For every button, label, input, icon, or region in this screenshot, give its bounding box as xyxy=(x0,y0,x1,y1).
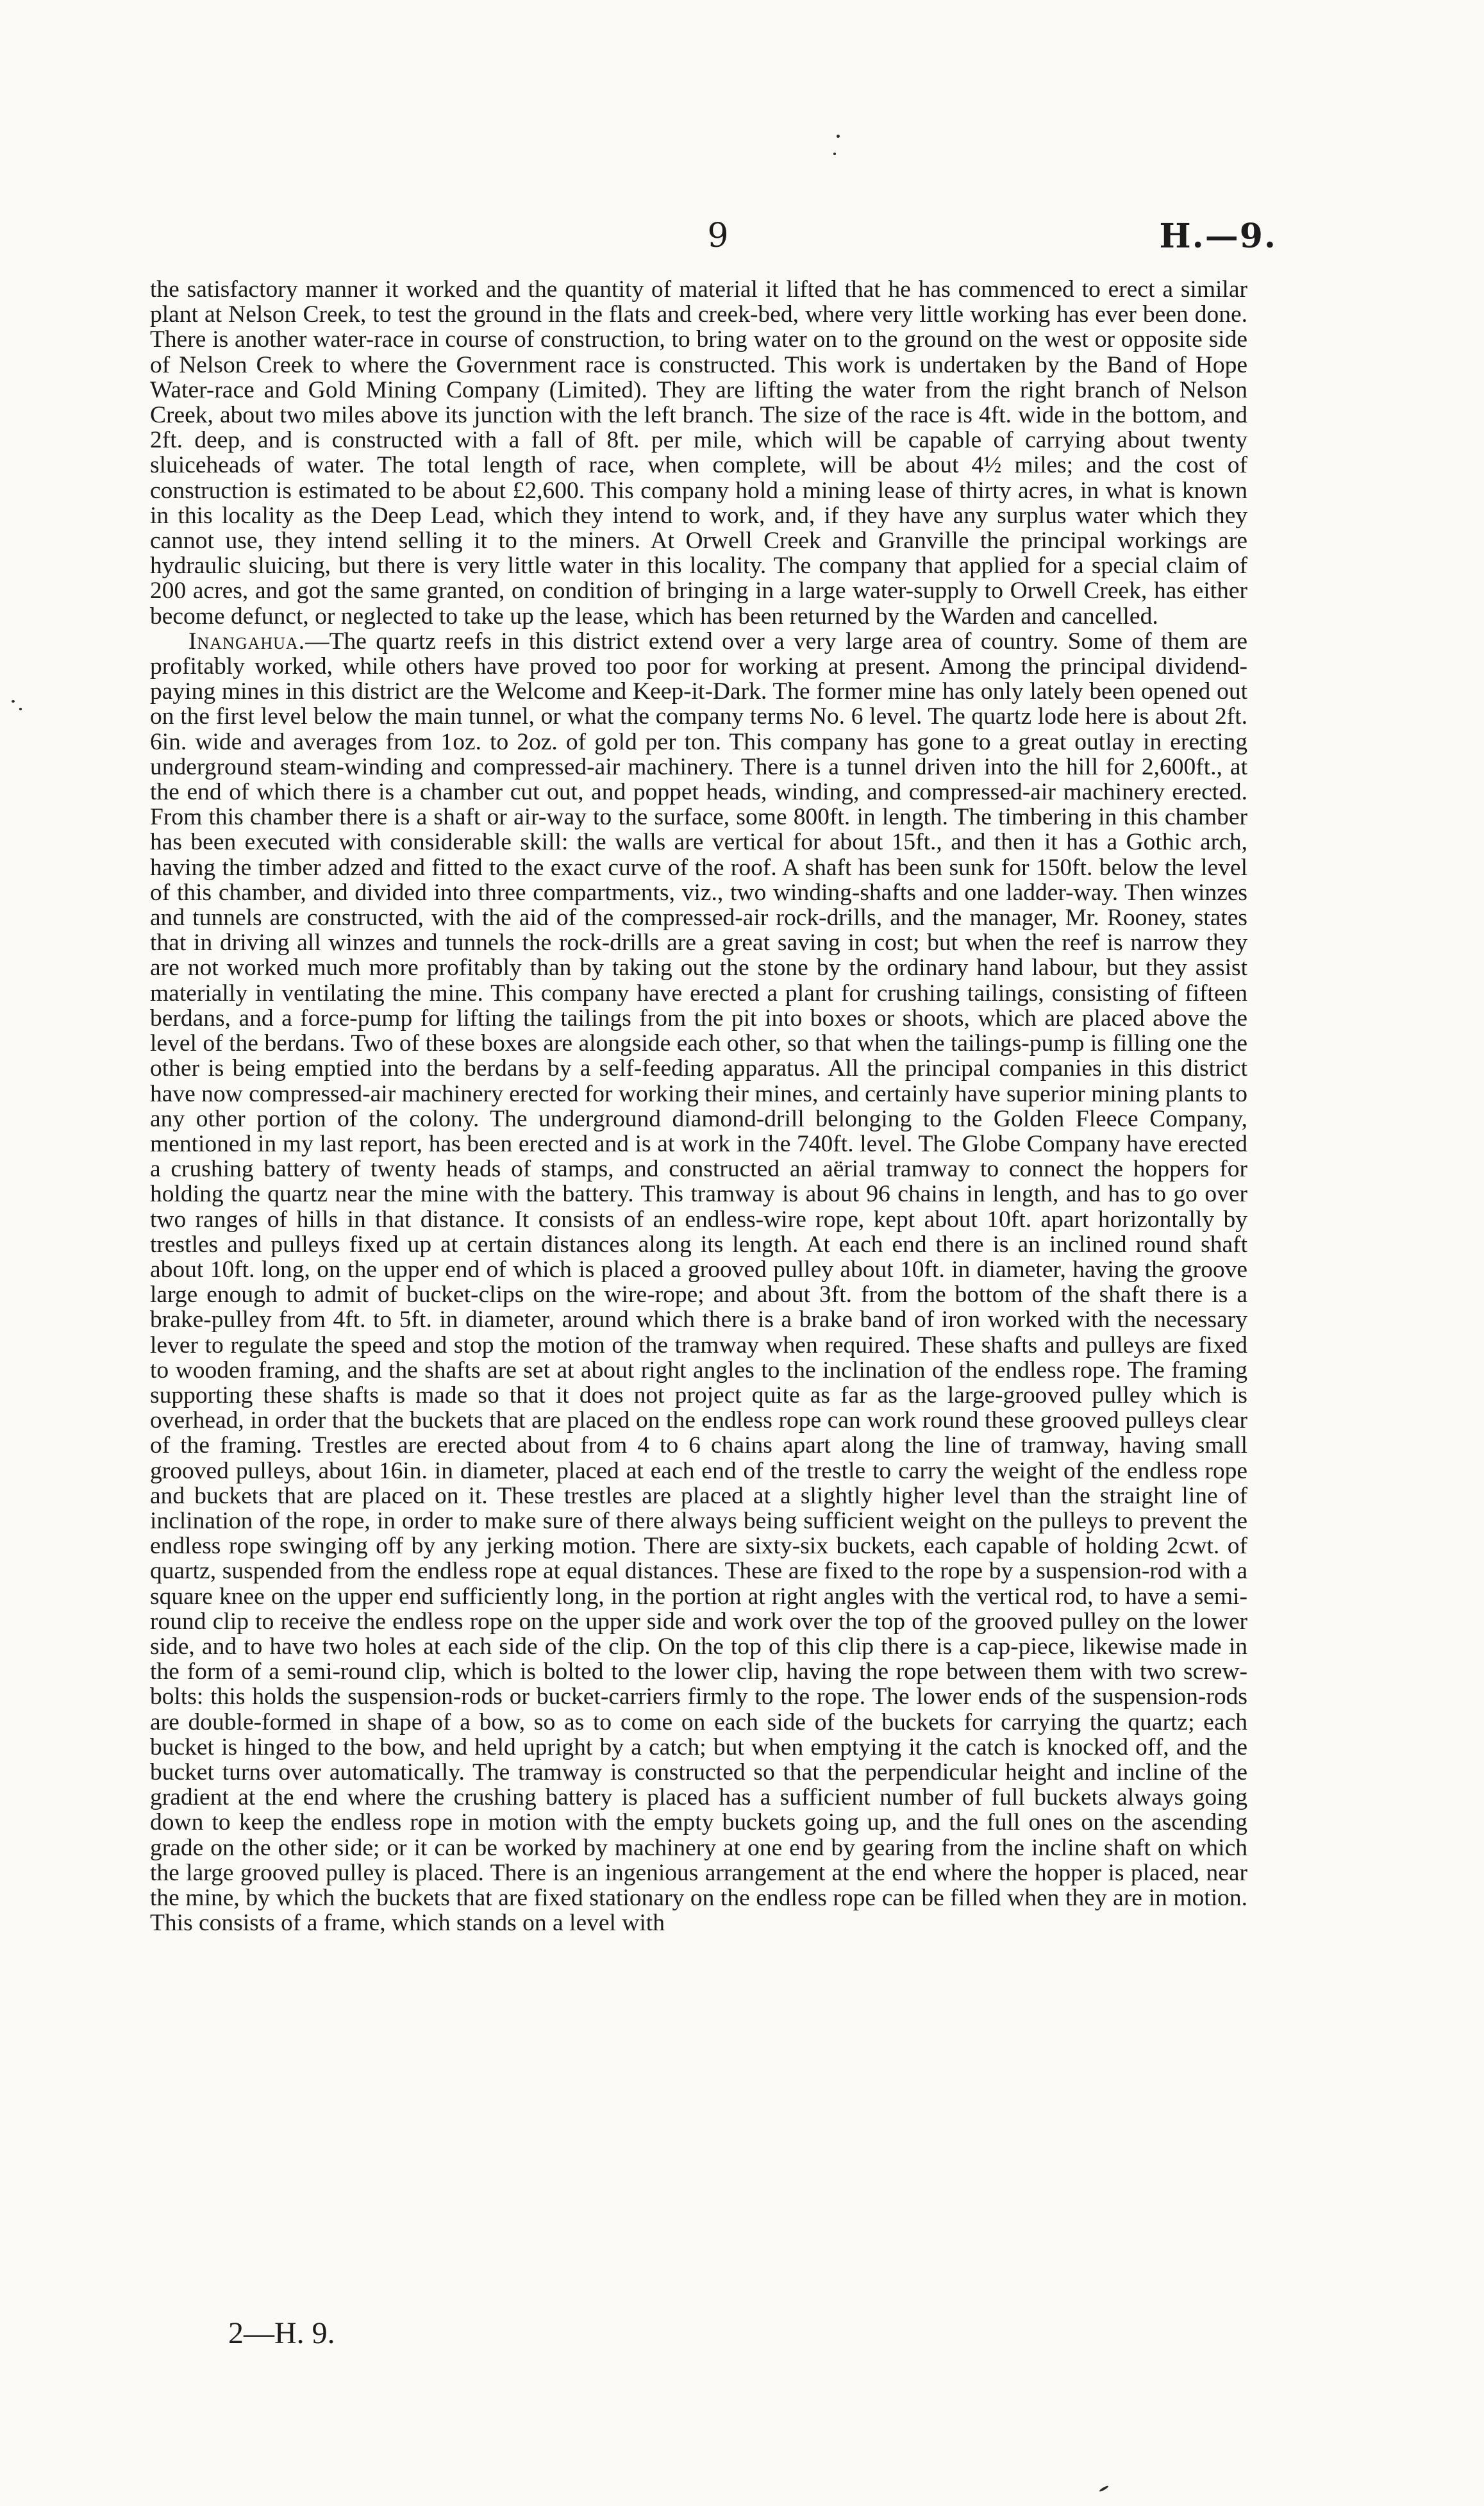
paragraph-inangahua-text: —The quartz reefs in this district extend over a very large area of country. Some of them are profitably worked, while others have proved too poor for working at present. Among the principal dividend-paying mines in this district are the Welcome and Keep-it-Dark. The former mine has only lately been opened out on the first level below the main tunnel, or what the company terms No. 6 level. The quartz lode here is about 2ft. 6in. wide and averages from 1oz. to 2oz. of gold per ton. This company has gone to a great outlay in erecting underground steam-winding and compressed-air machinery. There is a tunnel driven into the hill for 2,600ft., at the end of which there is a chamber cut out, and poppet heads, winding, and compressed-air machinery erected. From this chamber there is a shaft or air-way to the surface, some 800ft. in length. The timbering in this chamber has been executed with considerable skill: the walls are vertical for about 15ft., and then it has a Gothic arch, having the timber adzed and fitted to the exact curve of the roof. A shaft has been sunk for 150ft. below the level of this chamber, and divided into three compartments, viz., two winding-shafts and one ladder-way. Then winzes and tunnels are constructed, with the aid of the compressed-air rock-drills, and the manager, Mr. Rooney, states that in driving all winzes and tunnels the rock-drills are a great saving in cost; but when the reef is narrow they are not worked much more profitably than by taking out the stone by the ordinary hand labour, but they assist materially in ventilating the mine. This company have erected a plant for crushing tailings, consisting of fifteen berdans, and a force-pump for lifting the tailings from the pit into boxes or shoots, which are placed above the level of the berdans. Two of these boxes are alongside each other, so that when the tailings-pump is filling one the other is being emptied into the berdans by a self-feeding apparatus. All the principal companies in this district have now compressed-air machinery erected for working their mines, and certainly have superior mining plants to any other portion of the colony. The underground diamond-drill belonging to the Golden Fleece Company, mentioned in my last report, has been erected and is at work in the 740ft. level. The Globe Company have erected a crushing battery of twenty heads of stamps, and constructed an aërial tramway to connect the hoppers for holding the quartz near the mine with the battery. This tramway is about 96 chains in length, and has to go over two ranges of hills in that distance. It consists of an endless-wire rope, kept about 10ft. apart horizontally by trestles and pulleys fixed up at certain distances along its length. At each end there is an inclined round shaft about 10ft. long, on the upper end of which is placed a grooved pulley about 10ft. in diameter, having the groove large enough to admit of bucket-clips on the wire-rope; and about 3ft. from the bottom of the shaft there is a brake-pulley from 4ft. to 5ft. in diameter, around which there is a brake band of iron worked with the necessary lever to regulate the speed and stop the motion of the tramway when required. These shafts and pulleys are fixed to wooden framing, and the shafts are set at about right angles to the inclination of the endless rope. The framing supporting these shafts is made so that it does not project quite as far as the large-grooved pulley which is overhead, in order that the buckets that are placed on the endless rope can work round these grooved pulleys clear of the framing. Trestles are erected about from 4 to 6 chains apart along the line of tramway, having small grooved pulleys, about 16in. in diameter, placed at each end of the trestle to carry the weight of the endless rope and buckets that are placed on it. These trestles are placed at a slightly higher level than the straight line of inclination of the rope, in order to make sure of there always being sufficient weight on the pulleys to prevent the endless rope swinging off by any jerking motion. There are sixty-six buckets, each capable of holding 2cwt. of quartz, suspended from the endless rope at equal distances. These are fixed to the rope by a suspension-rod with a square knee on the upper end sufficiently long, in the portion at right angles with the vertical rod, to have a semi-round clip to receive the endless rope on the upper side and work over the top of the grooved pulley on the lower side, and to have two holes at each side of the clip. On the top of this clip there is a cap-piece, likewise made in the form of a semi-round clip, which is bolted to the lower clip, having the rope between them with two screw-bolts: this holds the suspension-rods or bucket-carriers firmly to the rope. The lower ends of the suspension-rods are double-formed in shape of a bow, so as to come on each side of the buckets for carrying the quartz; each bucket is hinged to the bow, and held upright by a catch; but when emptying it the catch is knocked off, and the bucket turns over automatically. The tramway is constructed so that the perpendicular height and incline of the gradient at the end where the crushing battery is placed has a sufficient number of full buckets always going down to keep the endless rope in motion with the empty buckets going up, and the full ones on the ascending grade on the other side; or it can be worked by machinery at one end by gearing from the incline shaft on which the large grooved pulley is placed. There is an ingenious arrangement at the end where the hopper is placed, near the mine, by which the buckets that are fixed stationary on the endless rope can be filled when they are in motion. This consists of a frame, which stands on a level with xyxy=(150,628,1247,1937)
section-heading-inangahua: Inangahua. xyxy=(188,628,306,655)
scan-speck xyxy=(837,135,840,138)
document-code: H.—9. xyxy=(1159,217,1277,256)
report-body xyxy=(150,277,1247,1935)
page-number: 9 xyxy=(707,217,729,255)
paragraph-inangahua xyxy=(150,629,1247,1936)
scan-speck xyxy=(833,153,836,155)
scan-speck xyxy=(1099,2485,1109,2492)
paragraph-nelson-creek: the satisfactory manner it worked and the quantity of material it lifted that he has commenced to erect a similar plant at Nelson Creek, to test the ground in the flats and creek-bed, where very little working has ever been done. There is another water-race in course of construction, to bring water on to the ground on the west or opposite side of Nelson Creek to where the Government race is constructed. This work is undertaken by the Band of Hope Water-race and Gold Mining Company (Limited). They are lifting the water from the right branch of Nelson Creek, about two miles above its junction with the left branch. The size of the race is 4ft. wide in the bottom, and 2ft. deep, and is constructed with a fall of 8ft. per mile, which will be capable of carrying about twenty sluiceheads of water. The total length of race, when complete, will be about 4½ miles; and the cost of construction is estimated to be about £2,600. This company hold a mining lease of thirty acres, in what is known in this locality as the Deep Lead, which they intend to work, and, if they have any surplus water which they cannot use, they intend selling it to the miners. At Orwell Creek and Granville the principal workings are hydraulic sluicing, but there is very little water in this locality. The company that applied for a special claim of 200 acres, and got the same granted, on condition of bringing in a large water-supply to Orwell Creek, has either become defunct, or neglected to take up the lease, which has been returned by the Warden and cancelled. xyxy=(150,276,1247,630)
signature-code: 2—H. 9. xyxy=(228,2316,335,2350)
scan-speck xyxy=(19,708,22,710)
scan-speck xyxy=(12,700,15,703)
